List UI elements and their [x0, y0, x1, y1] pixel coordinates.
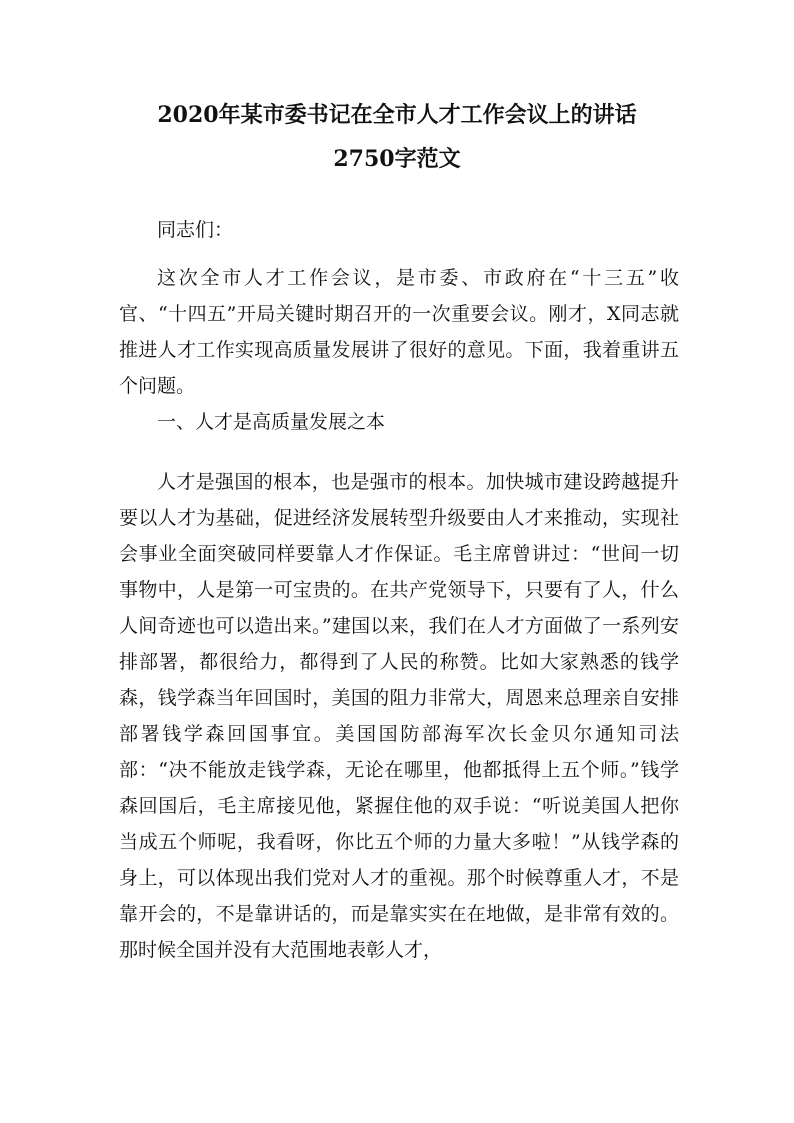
intro-paragraph: 这次全市人才工作会议，是市委、市政府在“十三五”收官、“十四五”开局关键时期召开的一次重要会议。刚才，X同志就推进人才工作实现高质量发展讲了很好的意见。下面，我着重讲五个问题。 — [119, 267, 679, 397]
section-1-paragraph: 人才是强国的根本，也是强市的根本。加快城市建设跨越提升要以人才为基础，促进经济发展转型升级要由人才来推动，实现社会事业全面突破同样要靠人才作保证。毛主席曾讲过：“世间一切事物中，人是第一可宝贵的。在共产党领导下，只要有了人，什么人间奇迹也可以造出来。”建国以来，我们在人才方面做了一系列安排部署，都很给力，都得到了人民的称赞。比如大家熟悉的钱学森，钱学森当年回国时，美国的阻力非常大，周恩来总理亲自安排部署钱学森回国事宜。美国国防部海军次长金贝尔通知司法部：“决不能放走钱学森，无论在哪里，他都抵得上五个师。”钱学森回国后，毛主席接见他，紧握住他的双手说：“听说美国人把你当成五个师呢，我看呀，你比五个师的力量大多啦！”从钱学森的身上，可以体现出我们党对人才的重视。那个时候尊重人才，不是靠开会的，不是靠讲话的，而是靠实实在在地做，是非常有效的。那时候全国并没有大范围地表彰人才， — [119, 471, 679, 961]
section-heading-1: 一、人才是高质量发展之本 — [157, 411, 386, 433]
salutation: 同志们： — [157, 219, 234, 241]
document-title-line2: 2750字范文 — [333, 146, 461, 172]
document-title-line1: 2020年某市委书记在全市人才工作会议上的讲话 — [157, 102, 637, 128]
